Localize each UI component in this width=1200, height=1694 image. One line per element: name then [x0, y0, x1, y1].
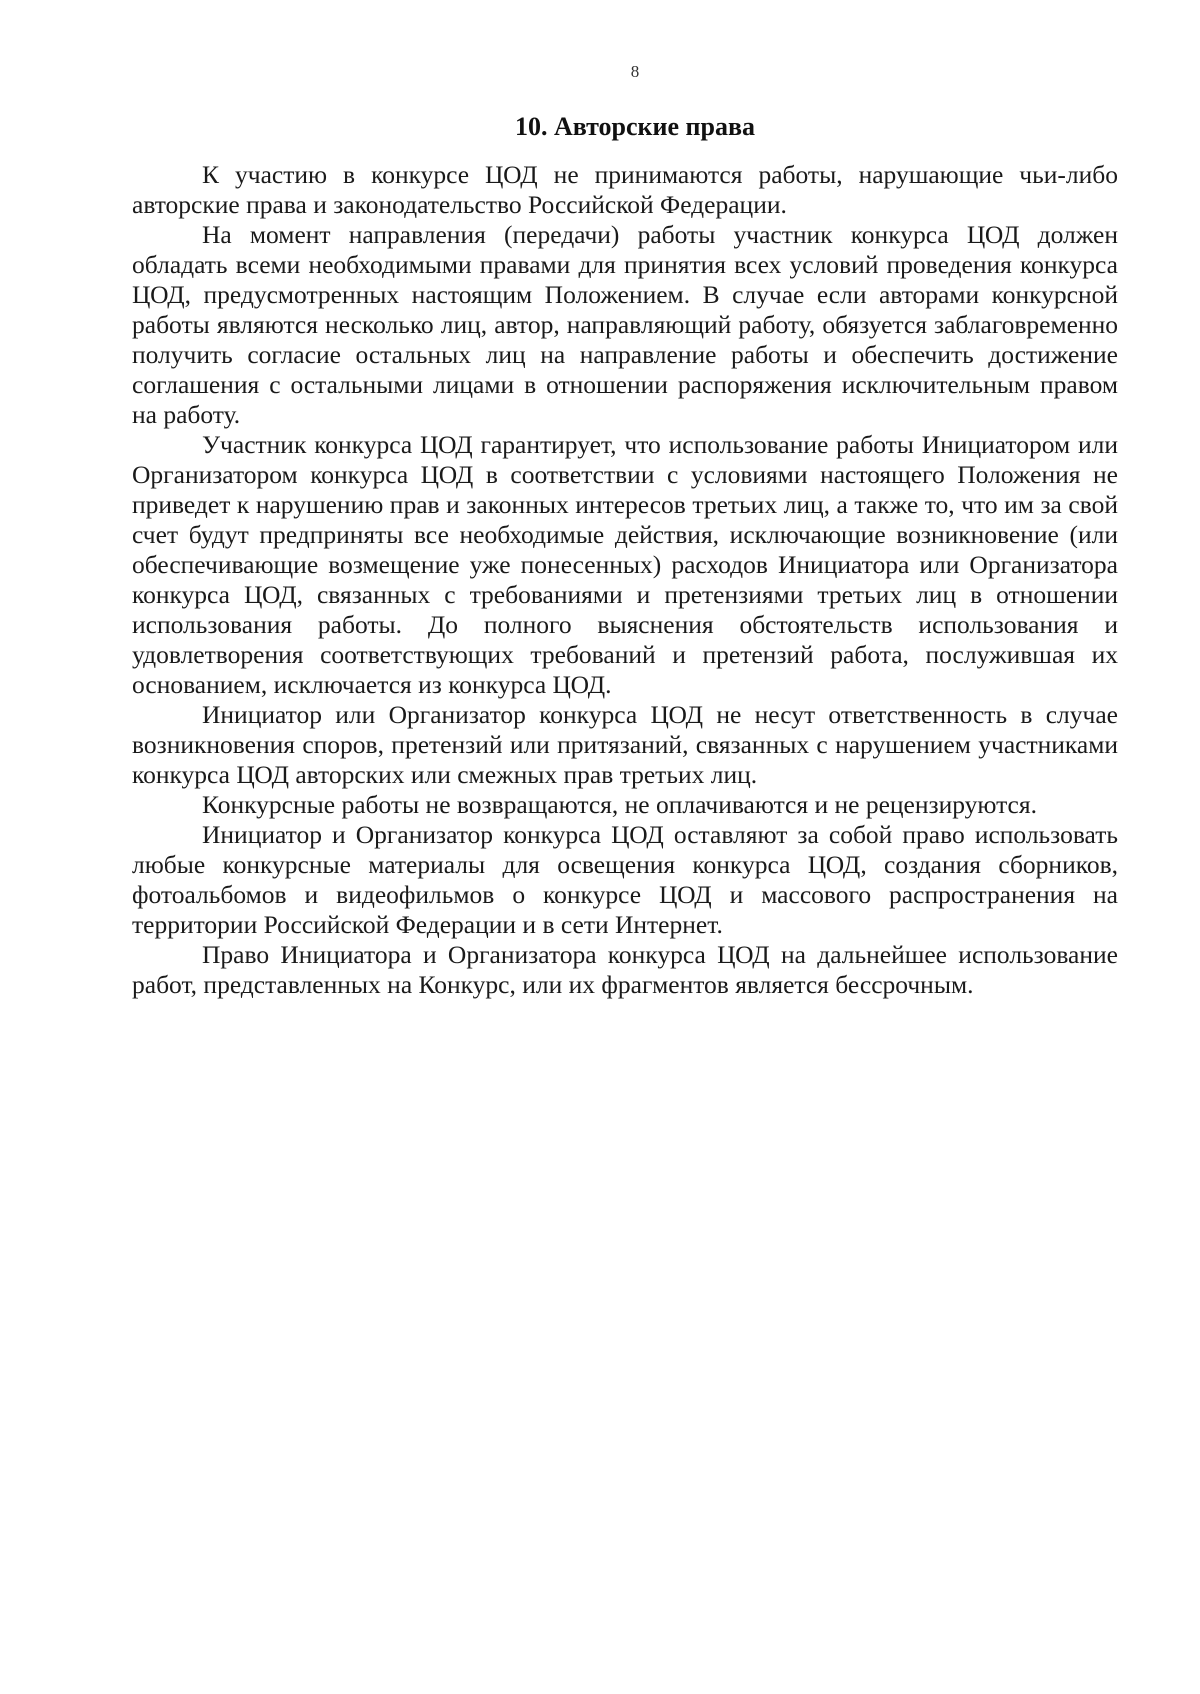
- paragraph-5: Конкурсные работы не возвращаются, не оплачиваются и не рецензируются.: [202, 790, 1037, 819]
- section-body: [132, 160, 1118, 1000]
- paragraph-1: К участию в конкурсе ЦОД не принимаются работы, нарушающие чьи-либо авторские права и законодательство Российской Федерации.: [132, 160, 1118, 219]
- paragraph-3: Участник конкурса ЦОД гарантирует, что использование работы Инициатором или Организатором конкурса ЦОД в соответствии с условиями настоящего Положения не приведет к нарушению прав и законных интересов третьих лиц, а также то, что им за свой счет будут предприняты все необходимые действия, исключающие возникновение (или обеспечивающие возмещение уже понесенных) расходов Инициатора или Организатора конкурса ЦОД, связанных с требованиями и претензиями третьих лиц в отношении использования работы. До полного выяснения обстоятельств использования и удовлетворения соответствующих требований и претензий работа, послужившая их основанием, исключается из конкурса ЦОД.: [132, 430, 1118, 699]
- paragraph-7: Право Инициатора и Организатора конкурса ЦОД на дальнейшее использование работ, представленных на Конкурс, или их фрагментов является бессрочным.: [132, 940, 1118, 999]
- paragraph-4: Инициатор или Организатор конкурса ЦОД не несут ответственность в случае возникновения споров, претензий или притязаний, связанных с нарушением участниками конкурса ЦОД авторских или смежных прав третьих лиц.: [132, 700, 1118, 789]
- page-number: 8: [630, 62, 640, 81]
- paragraph-2: На момент направления (передачи) работы участник конкурса ЦОД должен обладать всеми необходимыми правами для принятия всех условий проведения конкурса ЦОД, предусмотренных настоящим Положением. В случае если авторами конкурсной работы являются несколько лиц, автор, направляющий работу, обязуется заблаговременно получить согласие остальных лиц на направление работы и обеспечить достижение соглашения с остальными лицами в отношении распоряжения исключительным правом на работу.: [132, 220, 1118, 429]
- paragraph-6: Инициатор и Организатор конкурса ЦОД оставляют за собой право использовать любые конкурсные материалы для освещения конкурса ЦОД, создания сборников, фотоальбомов и видеофильмов о конкурсе ЦОД и массового распространения на территории Российской Федерации и в сети Интернет.: [132, 820, 1118, 939]
- section-title: 10. Авторские права: [514, 112, 756, 141]
